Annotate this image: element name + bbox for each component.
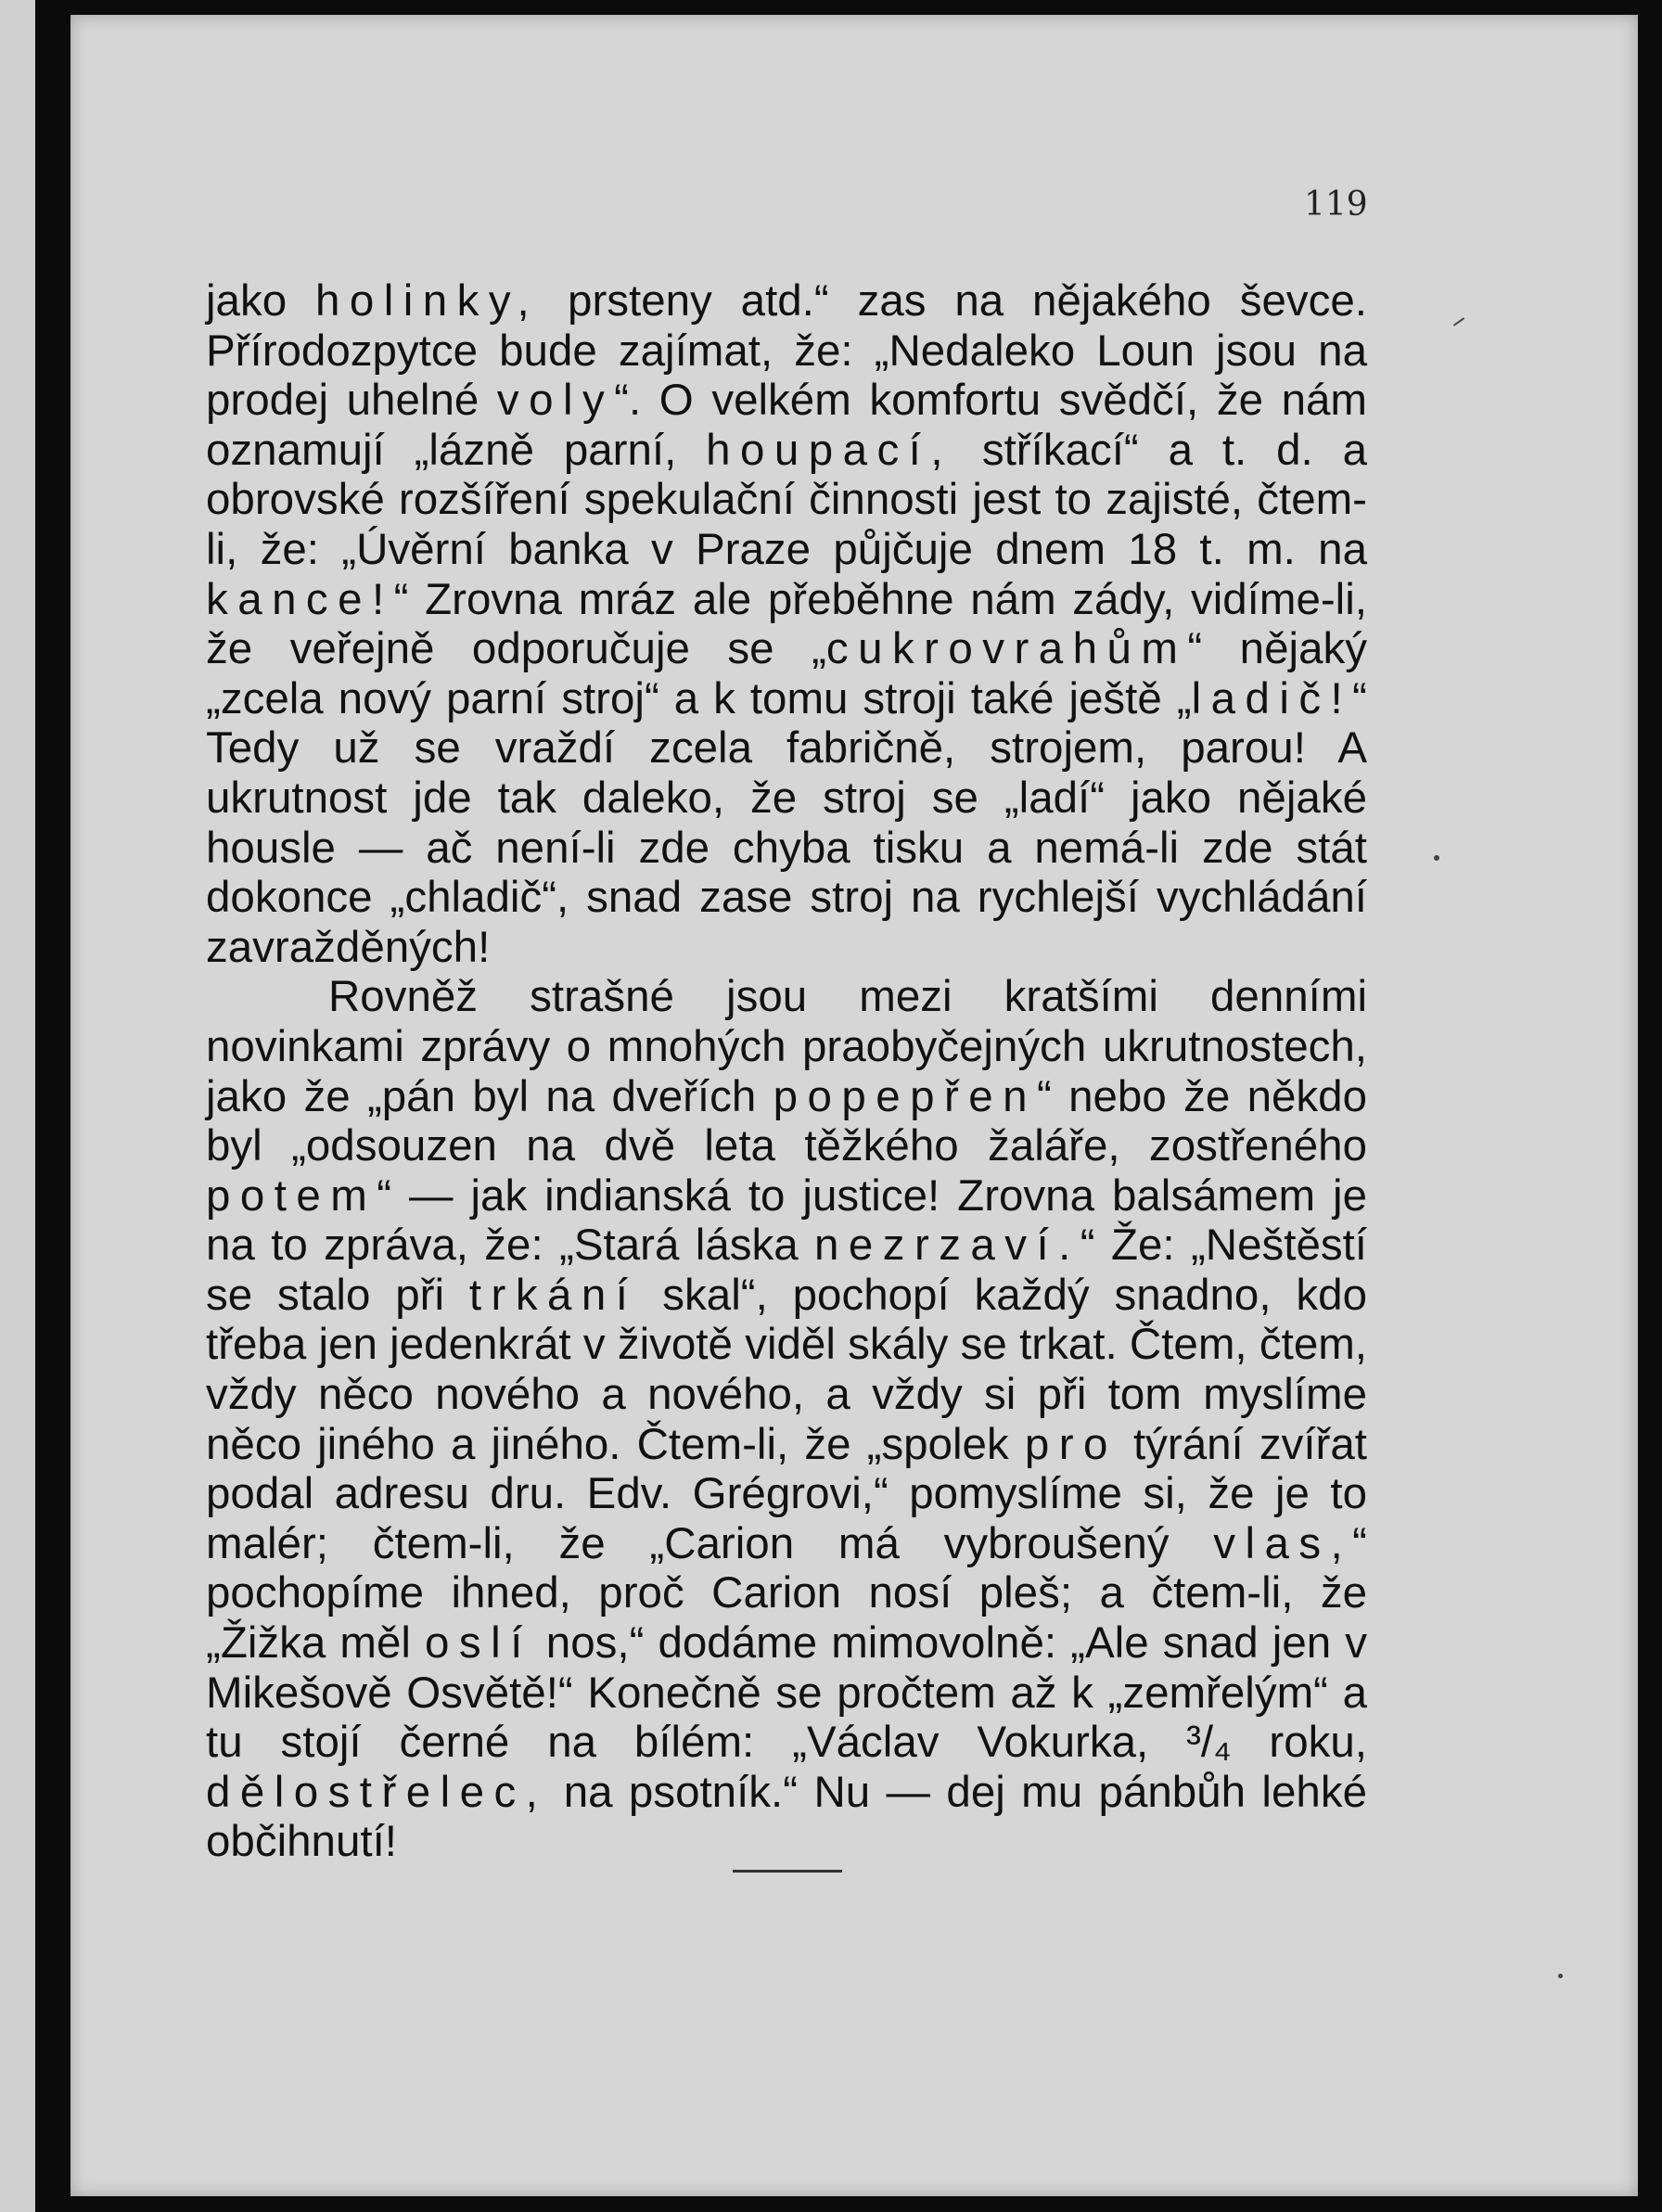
spaced-emphasis: kance!	[206, 574, 394, 624]
spaced-emphasis: ladič!	[1191, 673, 1353, 723]
text-run: stříkací“ a t. d. a obrovské rozšíření spekulační činnosti jest to zajisté, čtem-li, že: „Úvěrní banka v Praze půjčuje dnem 18 t. m. na	[206, 425, 1367, 574]
text-run: nos,“ dodáme mimovolně: „Ale snad jen v Mikešově Osvětě!“ Konečně se pročtem až k „zemřelým“ a tu stojí černé na bílém: „Václav Vokurka, ³/₄ roku,	[206, 1618, 1367, 1768]
text-run: “. O velkém komfortu svědčí, že nám oznamují „lázně parní,	[206, 376, 1367, 475]
text-run: jako	[206, 276, 316, 326]
text-run: “ nějaký „zcela nový parní stroj“ a k tomu stroji také ještě „	[206, 624, 1367, 723]
paragraph	[206, 972, 1367, 1867]
spaced-emphasis: holinky,	[315, 276, 540, 326]
page-number: 119	[1304, 185, 1368, 224]
spaced-emphasis: oslí	[425, 1618, 532, 1669]
body-text	[206, 276, 1367, 1867]
text-run: “ Tedy už se vraždí zcela fabričně, strojem, parou! A ukrutnost jde tak daleko, že stroj se „ladí“ jako nějaké housle — ač není-li zde chyba tisku a nemá-li zde stát dokonce „chladič“, snad zase stroj na rychlejší vychládání zavražděných!	[206, 673, 1367, 972]
spaced-emphasis: voly	[496, 376, 615, 426]
scan-border	[1638, 0, 1662, 2212]
spaced-emphasis: nezrzaví.	[814, 1221, 1080, 1271]
text-run: Rovněž strašné jsou mezi kratšími denními novinkami zprávy o mnohých praobyčejných ukrutnostech, jako že „pán byl na dveřích	[206, 972, 1367, 1121]
text-run: týrání zvířat podal adresu dru. Edv. Grégrovi,“ pomyslíme si, že je to malér; čtem-li, že „Carion má vybroušený	[206, 1419, 1367, 1568]
section-end-rule	[733, 1870, 842, 1873]
text-run: “ Že: „Neštěstí se stalo při	[206, 1221, 1368, 1320]
spaced-emphasis: houpací,	[706, 425, 952, 475]
paragraph	[206, 276, 1367, 972]
text-run: “ nebo že někdo byl „odsouzen na dvě leta těžkého žaláře, zostřeného	[206, 1071, 1367, 1171]
spaced-emphasis: dělostřelec,	[206, 1767, 548, 1817]
spaced-emphasis: vlas,	[1213, 1518, 1353, 1568]
scan-speck	[1558, 1974, 1563, 1978]
spaced-emphasis: cukrovrahům	[825, 624, 1188, 674]
text-run: na psotník.“ Nu — dej mu pánbůh lehké občihnutí!	[206, 1767, 1367, 1867]
text-run: “ pochopíme ihned, proč Carion nosí pleš; a čtem-li, že „Žižka měl	[206, 1518, 1367, 1669]
adjacent-page-edge	[0, 0, 35, 2212]
spaced-emphasis: potem	[206, 1170, 377, 1221]
scan-speck	[1434, 855, 1439, 861]
text-run: “ — jak indianská to justice! Zrovna balsámem je na to zpráva, že: „Stará láska	[206, 1170, 1367, 1271]
text-run: “ Zrovna mráz ale přeběhne nám zády, vidíme-li, že veřejně odporučuje se „	[206, 574, 1367, 674]
spaced-emphasis: trkání	[468, 1270, 638, 1320]
spaced-emphasis: popepřen	[773, 1071, 1037, 1121]
spaced-emphasis: pro	[1024, 1419, 1118, 1469]
text-run: prsteny atd.“ zas na nějakého ševce. Přírodozpytce bude zajímat, že: „Nedaleko Loun jsou na prodej uhelné	[206, 276, 1367, 426]
text-run: skal“, pochopí každý snadno, kdo třeba jen jedenkrát v životě viděl skály se trkat. Čtem, čtem, vždy něco nového a nového, a vždy si při tom myslíme něco jiného a jiného. Čtem-li, že „spolek	[206, 1270, 1367, 1469]
